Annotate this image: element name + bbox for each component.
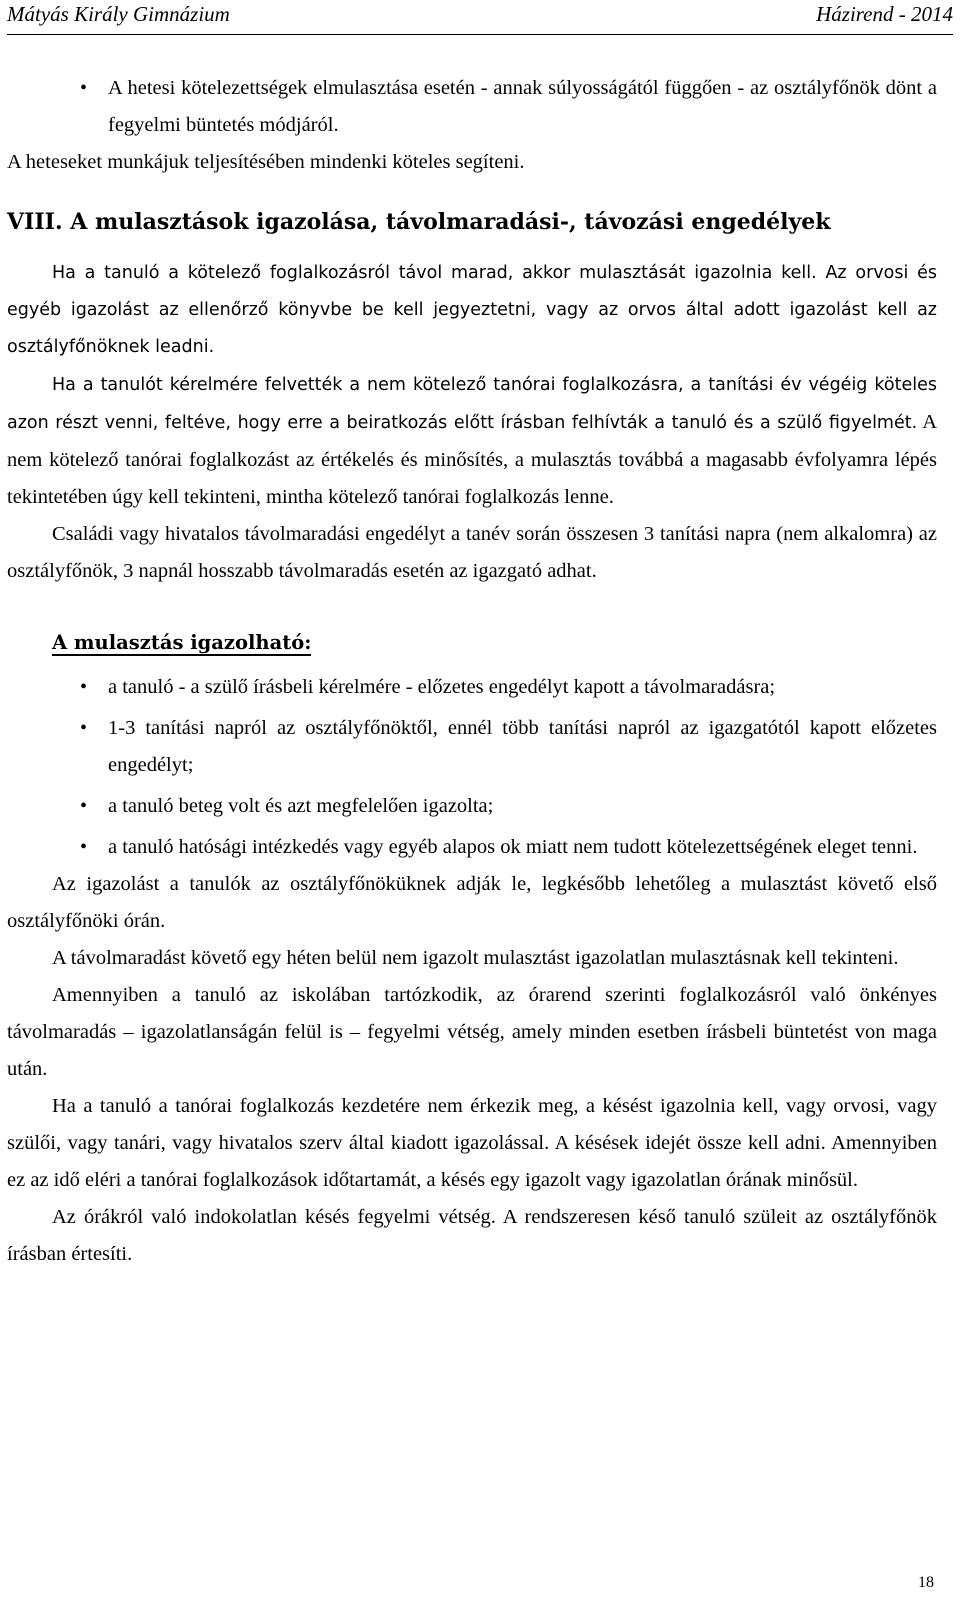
bullet-icon: • — [80, 676, 88, 698]
header-document-title: Házirend - 2014 — [816, 2, 953, 26]
paragraph-disciplinary: Amennyiben a tanuló az iskolában tartózkodik, az órarend szerinti foglalkozásról való önkényes távolmaradás – igazolatlanságán felül is – fegyelmi vétség, amely minden esetben írásbeli büntetést von maga után. — [7, 984, 937, 1080]
page-header — [7, 0, 953, 35]
document-body — [7, 70, 937, 1273]
list-item-text: a tanuló beteg volt és azt megfelelően igazolta; — [108, 795, 494, 817]
paragraph-optional-classes-lead: Ha a tanulót kérelmére felvették a nem kötelező tanórai foglalkozásra, a tanítási év végéig köteles azon részt venni, feltéve, hogy erre a beiratkozás előtt írásban felhívták a tanuló és a szülő figyelmét. — [7, 375, 937, 433]
list-item-text: 1-3 tanítási napról az osztályfőnöktől, ennél több tanítási napról az igazgatótól kapott előzetes engedélyt; — [108, 717, 937, 776]
list-item-text: A hetesi kötelezettségek elmulasztása esetén - annak súlyosságától függően - az osztályfőnök dönt a fegyelmi büntetés módjáról. — [108, 77, 937, 136]
bullet-icon: • — [80, 836, 88, 858]
list-item — [7, 710, 937, 784]
section-title: VIII. A mulasztások igazolása, távolmaradási-, távozási engedélyek — [7, 209, 831, 235]
bullet-icon: • — [80, 795, 88, 817]
paragraph-optional-classes-rest: A nem kötelező tanórai foglalkozást az értékelés és minősítés, a mulasztás továbbá a magasabb évfolyamra lépés tekintetében úgy kell tekinteni, mintha kötelező tanórai foglalkozás lenne. — [7, 411, 937, 508]
subheading-justifiable — [52, 624, 937, 661]
paragraph-submission: Az igazolást a tanulók az osztályfőnöküknek adják le, legkésőbb lehetőleg a mulasztást követő első osztályfőnöki órán. — [7, 873, 937, 932]
page-number: 18 — [918, 1574, 934, 1591]
list-item-text: a tanuló - a szülő írásbeli kérelmére - előzetes engedélyt kapott a távolmaradásra; — [108, 676, 776, 698]
header-school-name: Mátyás Király Gimnázium — [7, 2, 230, 26]
paragraph-helpers: A heteseket munkájuk teljesítésében mindenki köteles segíteni. — [7, 151, 525, 173]
top-bullet-list — [7, 70, 937, 144]
list-item — [7, 70, 937, 144]
paragraph-unjustified: A távolmaradást követő egy héten belül nem igazolt mulasztást igazolatlan mulasztásnak kell tekinteni. — [52, 947, 899, 969]
subheading-text: A mulasztás igazolható: — [52, 631, 312, 654]
paragraph-optional-classes — [7, 366, 937, 516]
bullet-icon: • — [80, 77, 88, 99]
list-item-text: a tanuló hatósági intézkedés vagy egyéb alapos ok miatt nem tudott kötelezettségének eleget tenni. — [108, 836, 918, 858]
bullet-icon: • — [80, 717, 88, 739]
list-item — [7, 829, 937, 866]
paragraph-absence-justification: Ha a tanuló a kötelező foglalkozásról távol marad, akkor mulasztását igazolnia kell. Az orvosi és egyéb igazolást az ellenőrző könyvbe be kell jegyeztetni, vagy az orvos által adott igazolást kell az osztályfőnöknek leadni. — [7, 263, 937, 357]
justification-list — [7, 669, 937, 866]
paragraph-family-leave: Családi vagy hivatalos távolmaradási engedélyt a tanév során összesen 3 tanítási napra (nem alkalomra) az osztályfőnök, 3 napnál hosszabb távolmaradás esetén az igazgató adhat. — [7, 523, 937, 582]
list-item — [7, 788, 937, 825]
list-item — [7, 669, 937, 706]
paragraph-lateness-discipline: Az órákról való indokolatlan késés fegyelmi vétség. A rendszeresen késő tanuló szüleit az osztályfőnök írásban értesíti. — [7, 1206, 937, 1265]
paragraph-lateness: Ha a tanuló a tanórai foglalkozás kezdetére nem érkezik meg, a késést igazolnia kell, vagy orvosi, vagy szülői, vagy tanári, vagy hivatalos szerv által kiadott igazolással. A késések idejét össze kell adni. Amennyiben ez az idő eléri a tanórai foglalkozások időtartamát, a késés egy igazolt vagy igazolatlan órának minősül. — [7, 1095, 937, 1191]
